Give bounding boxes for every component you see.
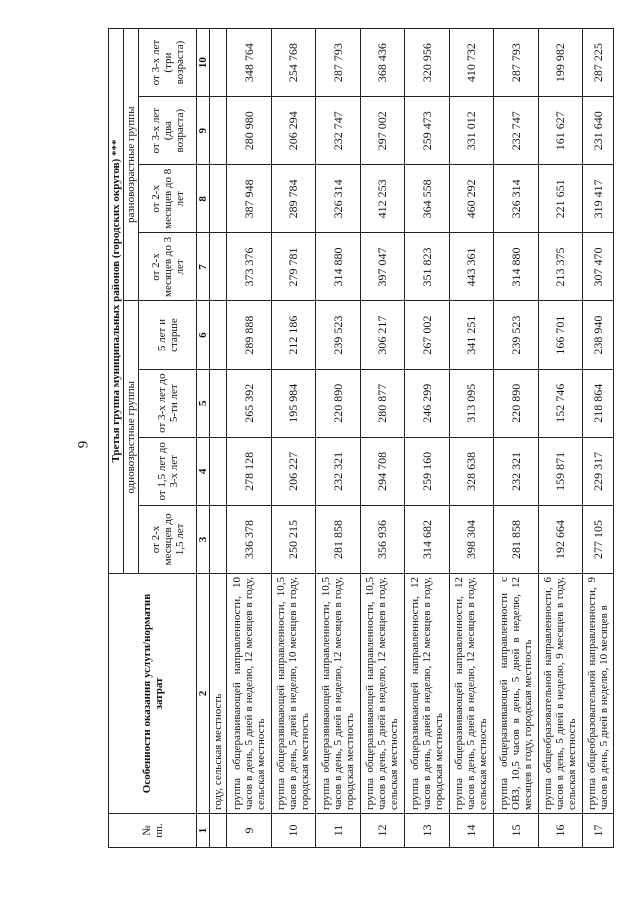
table-row bbox=[227, 29, 272, 848]
table-cell: 341 251 bbox=[449, 301, 494, 369]
table-cell: 331 012 bbox=[449, 97, 494, 165]
table-cell: 279 781 bbox=[271, 233, 316, 301]
column-number: 1 bbox=[197, 814, 210, 848]
table-cell: 297 002 bbox=[360, 97, 405, 165]
table-cell: 152 746 bbox=[538, 369, 583, 437]
table-cell: 326 314 bbox=[316, 165, 361, 233]
table-cell bbox=[210, 29, 227, 97]
header-sub-1: от 2-х месяцев до 1,5 лет bbox=[139, 505, 197, 573]
table-cell: 221 651 bbox=[538, 165, 583, 233]
page-number: 9 bbox=[75, 440, 92, 449]
table-cell: 277 105 bbox=[583, 505, 614, 573]
table-cell: 319 417 bbox=[583, 165, 614, 233]
table-cell: 306 217 bbox=[360, 301, 405, 369]
table-cell: 229 317 bbox=[583, 437, 614, 505]
table-cell: 412 253 bbox=[360, 165, 405, 233]
table-cell: 278 128 bbox=[227, 437, 272, 505]
header-group-title: Третья группа муниципальных районов (городских округов) *** bbox=[109, 29, 124, 574]
table-cell: 287 793 bbox=[316, 29, 361, 97]
table-cell: 287 225 bbox=[583, 29, 614, 97]
table-cell: 199 982 bbox=[538, 29, 583, 97]
table-cell: 314 682 bbox=[405, 505, 450, 573]
table-cell: 320 956 bbox=[405, 29, 450, 97]
row-index bbox=[210, 814, 227, 848]
row-index: 11 bbox=[316, 814, 361, 848]
row-index: 16 bbox=[538, 814, 583, 848]
table-cell: 460 292 bbox=[449, 165, 494, 233]
table-cell: 294 708 bbox=[360, 437, 405, 505]
column-numbers-row bbox=[197, 29, 210, 848]
header-sub-4: 5 лет и старше bbox=[139, 301, 197, 369]
row-description: группа общеразвивающей направленности с ОВЗ, 10,5 часов в день, 5 дней в неделю, 12 месяцев в году, городская местность bbox=[494, 574, 539, 814]
table-cell: 213 375 bbox=[538, 233, 583, 301]
row-index: 17 bbox=[583, 814, 614, 848]
table-cell: 336 378 bbox=[227, 505, 272, 573]
row-index: 15 bbox=[494, 814, 539, 848]
header-single-age: одновозрастные группы bbox=[124, 301, 139, 574]
column-number: 9 bbox=[197, 97, 210, 165]
table-cell: 314 880 bbox=[316, 233, 361, 301]
table-cell: 161 627 bbox=[538, 97, 583, 165]
column-number: 7 bbox=[197, 233, 210, 301]
row-index: 13 bbox=[405, 814, 450, 848]
table-cell: 443 361 bbox=[449, 233, 494, 301]
table-cell: 192 664 bbox=[538, 505, 583, 573]
table-cell: 166 701 bbox=[538, 301, 583, 369]
header-num: № пп. bbox=[109, 814, 197, 848]
cost-norms-table bbox=[108, 28, 614, 848]
column-number: 10 bbox=[197, 29, 210, 97]
column-number: 4 bbox=[197, 437, 210, 505]
table-cell: 289 784 bbox=[271, 165, 316, 233]
table-cell: 356 936 bbox=[360, 505, 405, 573]
row-description: группа общеразвивающей направленности, 10,5 часов в день, 5 дней в неделю, 12 месяцев в году, городская местность bbox=[316, 574, 361, 814]
table-cell: 232 321 bbox=[316, 437, 361, 505]
row-description: группа общеобразовательной направленности, 9 часов в день, 5 дней в неделю, 10 месяцев в bbox=[583, 574, 614, 814]
table-cell: 313 095 bbox=[449, 369, 494, 437]
table-cell: 220 890 bbox=[316, 369, 361, 437]
table-cell: 267 002 bbox=[405, 301, 450, 369]
table-cell: 314 880 bbox=[494, 233, 539, 301]
header-sub-6: от 2-х месяцев до 8 лет bbox=[139, 165, 197, 233]
table-cell: 232 747 bbox=[494, 97, 539, 165]
column-number: 5 bbox=[197, 369, 210, 437]
column-number: 6 bbox=[197, 301, 210, 369]
table-cell: 159 871 bbox=[538, 437, 583, 505]
header-mixed-age: разновозрастные группы bbox=[124, 29, 139, 302]
table-cell: 364 558 bbox=[405, 165, 450, 233]
table-cell: 373 376 bbox=[227, 233, 272, 301]
table-row bbox=[316, 29, 361, 848]
row-index: 9 bbox=[227, 814, 272, 848]
row-description: группа общеобразовательной направленности, 6 часов в день, 5 дней в неделю, 9 месяцев в году, сельская местность bbox=[538, 574, 583, 814]
table-cell: 218 864 bbox=[583, 369, 614, 437]
table-cell: 281 858 bbox=[494, 505, 539, 573]
table-cell: 351 823 bbox=[405, 233, 450, 301]
table-cell: 232 321 bbox=[494, 437, 539, 505]
table-cell: 387 948 bbox=[227, 165, 272, 233]
column-number: 2 bbox=[197, 574, 210, 814]
table-cell bbox=[210, 437, 227, 505]
table-cell: 206 294 bbox=[271, 97, 316, 165]
table-cell bbox=[210, 97, 227, 165]
table-cell: 307 470 bbox=[583, 233, 614, 301]
table-cell: 212 186 bbox=[271, 301, 316, 369]
table-cell: 280 877 bbox=[360, 369, 405, 437]
table-cell: 239 523 bbox=[494, 301, 539, 369]
table-cell: 206 227 bbox=[271, 437, 316, 505]
header-sub-8: от 3-х лет (три возраста) bbox=[139, 29, 197, 97]
header-sub-5: от 2-х месяцев до 3 лет bbox=[139, 233, 197, 301]
table-cell bbox=[210, 369, 227, 437]
table-cell: 326 314 bbox=[494, 165, 539, 233]
header-desc: Особенности оказания услуги/норматив затрат bbox=[109, 574, 197, 814]
table-cell: 259 160 bbox=[405, 437, 450, 505]
table-cell: 265 392 bbox=[227, 369, 272, 437]
row-description: году, сельская местность bbox=[210, 574, 227, 814]
table-cell bbox=[210, 301, 227, 369]
table-row bbox=[360, 29, 405, 848]
row-description: группа общеразвивающей направленности, 12 часов в день, 5 дней в неделю, 12 месяцев в году, городская местность bbox=[405, 574, 450, 814]
table-row bbox=[494, 29, 539, 848]
table-cell: 195 984 bbox=[271, 369, 316, 437]
column-number: 8 bbox=[197, 165, 210, 233]
table-row bbox=[538, 29, 583, 848]
table-cell: 250 215 bbox=[271, 505, 316, 573]
table-row bbox=[449, 29, 494, 848]
table-cell: 280 980 bbox=[227, 97, 272, 165]
continuation-row bbox=[210, 29, 227, 848]
table-cell: 289 888 bbox=[227, 301, 272, 369]
row-description: группа общеразвивающей направленности, 10,5 часов в день, 5 дней в неделю, 10 месяцев в году, городская местность bbox=[271, 574, 316, 814]
row-index: 10 bbox=[271, 814, 316, 848]
table-cell: 254 768 bbox=[271, 29, 316, 97]
header-sub-2: от 1,5 лет до 3-х лет bbox=[139, 437, 197, 505]
table-row bbox=[405, 29, 450, 848]
table-cell: 281 858 bbox=[316, 505, 361, 573]
rotated-table-wrapper bbox=[108, 28, 614, 848]
table-cell: 328 638 bbox=[449, 437, 494, 505]
header-sub-7: от 3-х лет (два возраста) bbox=[139, 97, 197, 165]
table-cell: 220 890 bbox=[494, 369, 539, 437]
table-cell: 398 304 bbox=[449, 505, 494, 573]
table-cell bbox=[210, 505, 227, 573]
table-row bbox=[583, 29, 614, 848]
table-cell: 397 047 bbox=[360, 233, 405, 301]
table-cell bbox=[210, 233, 227, 301]
table-cell: 239 523 bbox=[316, 301, 361, 369]
row-index: 14 bbox=[449, 814, 494, 848]
row-index: 12 bbox=[360, 814, 405, 848]
row-description: группа общеразвивающей направленности, 10 часов в день, 5 дней в неделю, 12 месяцев в году, сельская местность bbox=[227, 574, 272, 814]
table-cell: 368 436 bbox=[360, 29, 405, 97]
table-cell: 348 764 bbox=[227, 29, 272, 97]
table-cell: 238 940 bbox=[583, 301, 614, 369]
table-cell: 231 640 bbox=[583, 97, 614, 165]
column-number: 3 bbox=[197, 505, 210, 573]
table-cell: 410 732 bbox=[449, 29, 494, 97]
table-cell: 287 793 bbox=[494, 29, 539, 97]
table-cell: 232 747 bbox=[316, 97, 361, 165]
table-cell: 246 299 bbox=[405, 369, 450, 437]
table-row bbox=[271, 29, 316, 848]
table-cell bbox=[210, 165, 227, 233]
table-cell: 259 473 bbox=[405, 97, 450, 165]
row-description: группа общеразвивающей направленности, 12 часов в день, 5 дней в неделю, 12 месяцев в году, сельская местность bbox=[449, 574, 494, 814]
row-description: группа общеразвивающей направленности, 10,5 часов в день, 5 дней в неделю, 12 месяцев в году, сельская местность bbox=[360, 574, 405, 814]
header-sub-3: от 3-х лет до 5-ти лет bbox=[139, 369, 197, 437]
